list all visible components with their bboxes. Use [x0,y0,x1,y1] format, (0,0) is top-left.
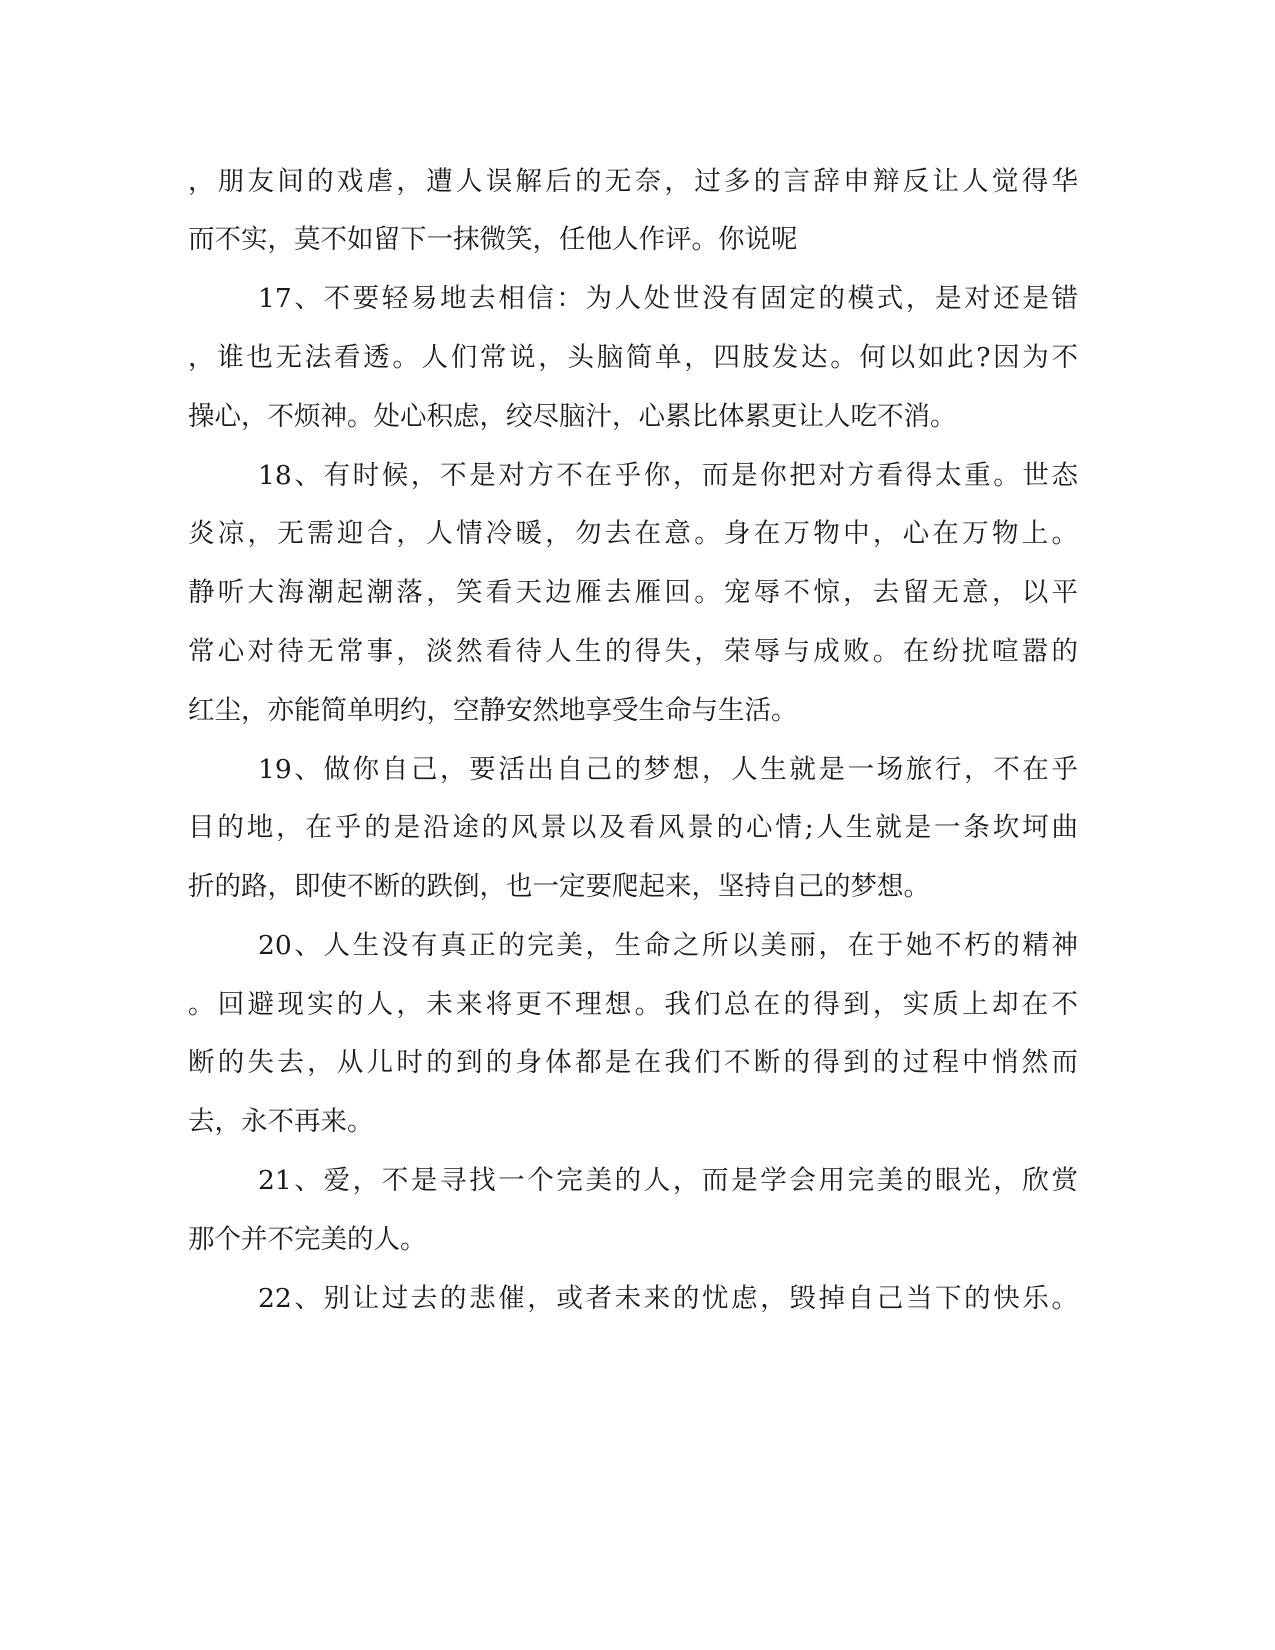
text-line: 19、做你自己，要活出自己的梦想，人生就是一场旅行，不在乎 [258,754,1078,785]
text-line: ，谁也无法看透。人们常说，头脑简单，四肢发达。何以如此?因为不 [188,342,1078,373]
text-line: 而不实，莫不如留下一抹微笑，任他人作评。你说呢 [188,224,798,255]
text-line: 20、人生没有真正的完美，生命之所以美丽，在于她不朽的精神 [258,930,1078,961]
text-line: 折的路，即使不断的跌倒，也一定要爬起来，坚持自己的梦想。 [188,871,930,902]
text-line: 。回避现实的人，未来将更不理想。我们总在的得到，实质上却在不 [188,989,1078,1020]
text-line: 去，永不再来。 [188,1106,374,1137]
text-line: 18、有时候，不是对方不在乎你，而是你把对方看得太重。世态 [258,460,1078,491]
text-line: 常心对待无常事，淡然看待人生的得失，荣辱与成败。在纷扰喧嚣的 [188,636,1078,667]
text-line: 红尘，亦能简单明约，空静安然地享受生命与生活。 [188,695,798,726]
text-line: 炎凉，无需迎合，人情冷暖，勿去在意。身在万物中，心在万物上。 [188,518,1078,549]
text-line: 操心，不烦神。处心积虑，绞尽脑汁，心累比体累更让人吃不消。 [188,401,957,432]
text-line: 那个并不完美的人。 [188,1224,427,1255]
text-line: 静听大海潮起潮落，笑看天边雁去雁回。宠辱不惊，去留无意，以平 [188,577,1078,608]
text-line: 21、爱，不是寻找一个完美的人，而是学会用完美的眼光，欣赏 [258,1165,1078,1196]
text-line: ，朋友间的戏虐，遭人误解后的无奈，过多的言辞申辩反让人觉得华 [188,166,1078,197]
text-line: 22、别让过去的悲催，或者未来的忧虑，毁掉自己当下的快乐。 [258,1283,1078,1314]
text-line: 17、不要轻易地去相信：为人处世没有固定的模式，是对还是错 [258,283,1078,314]
text-line: 断的失去，从儿时的到的身体都是在我们不断的得到的过程中悄然而 [188,1047,1078,1078]
text-line: 目的地，在乎的是沿途的风景以及看风景的心情;人生就是一条坎坷曲 [188,812,1078,843]
